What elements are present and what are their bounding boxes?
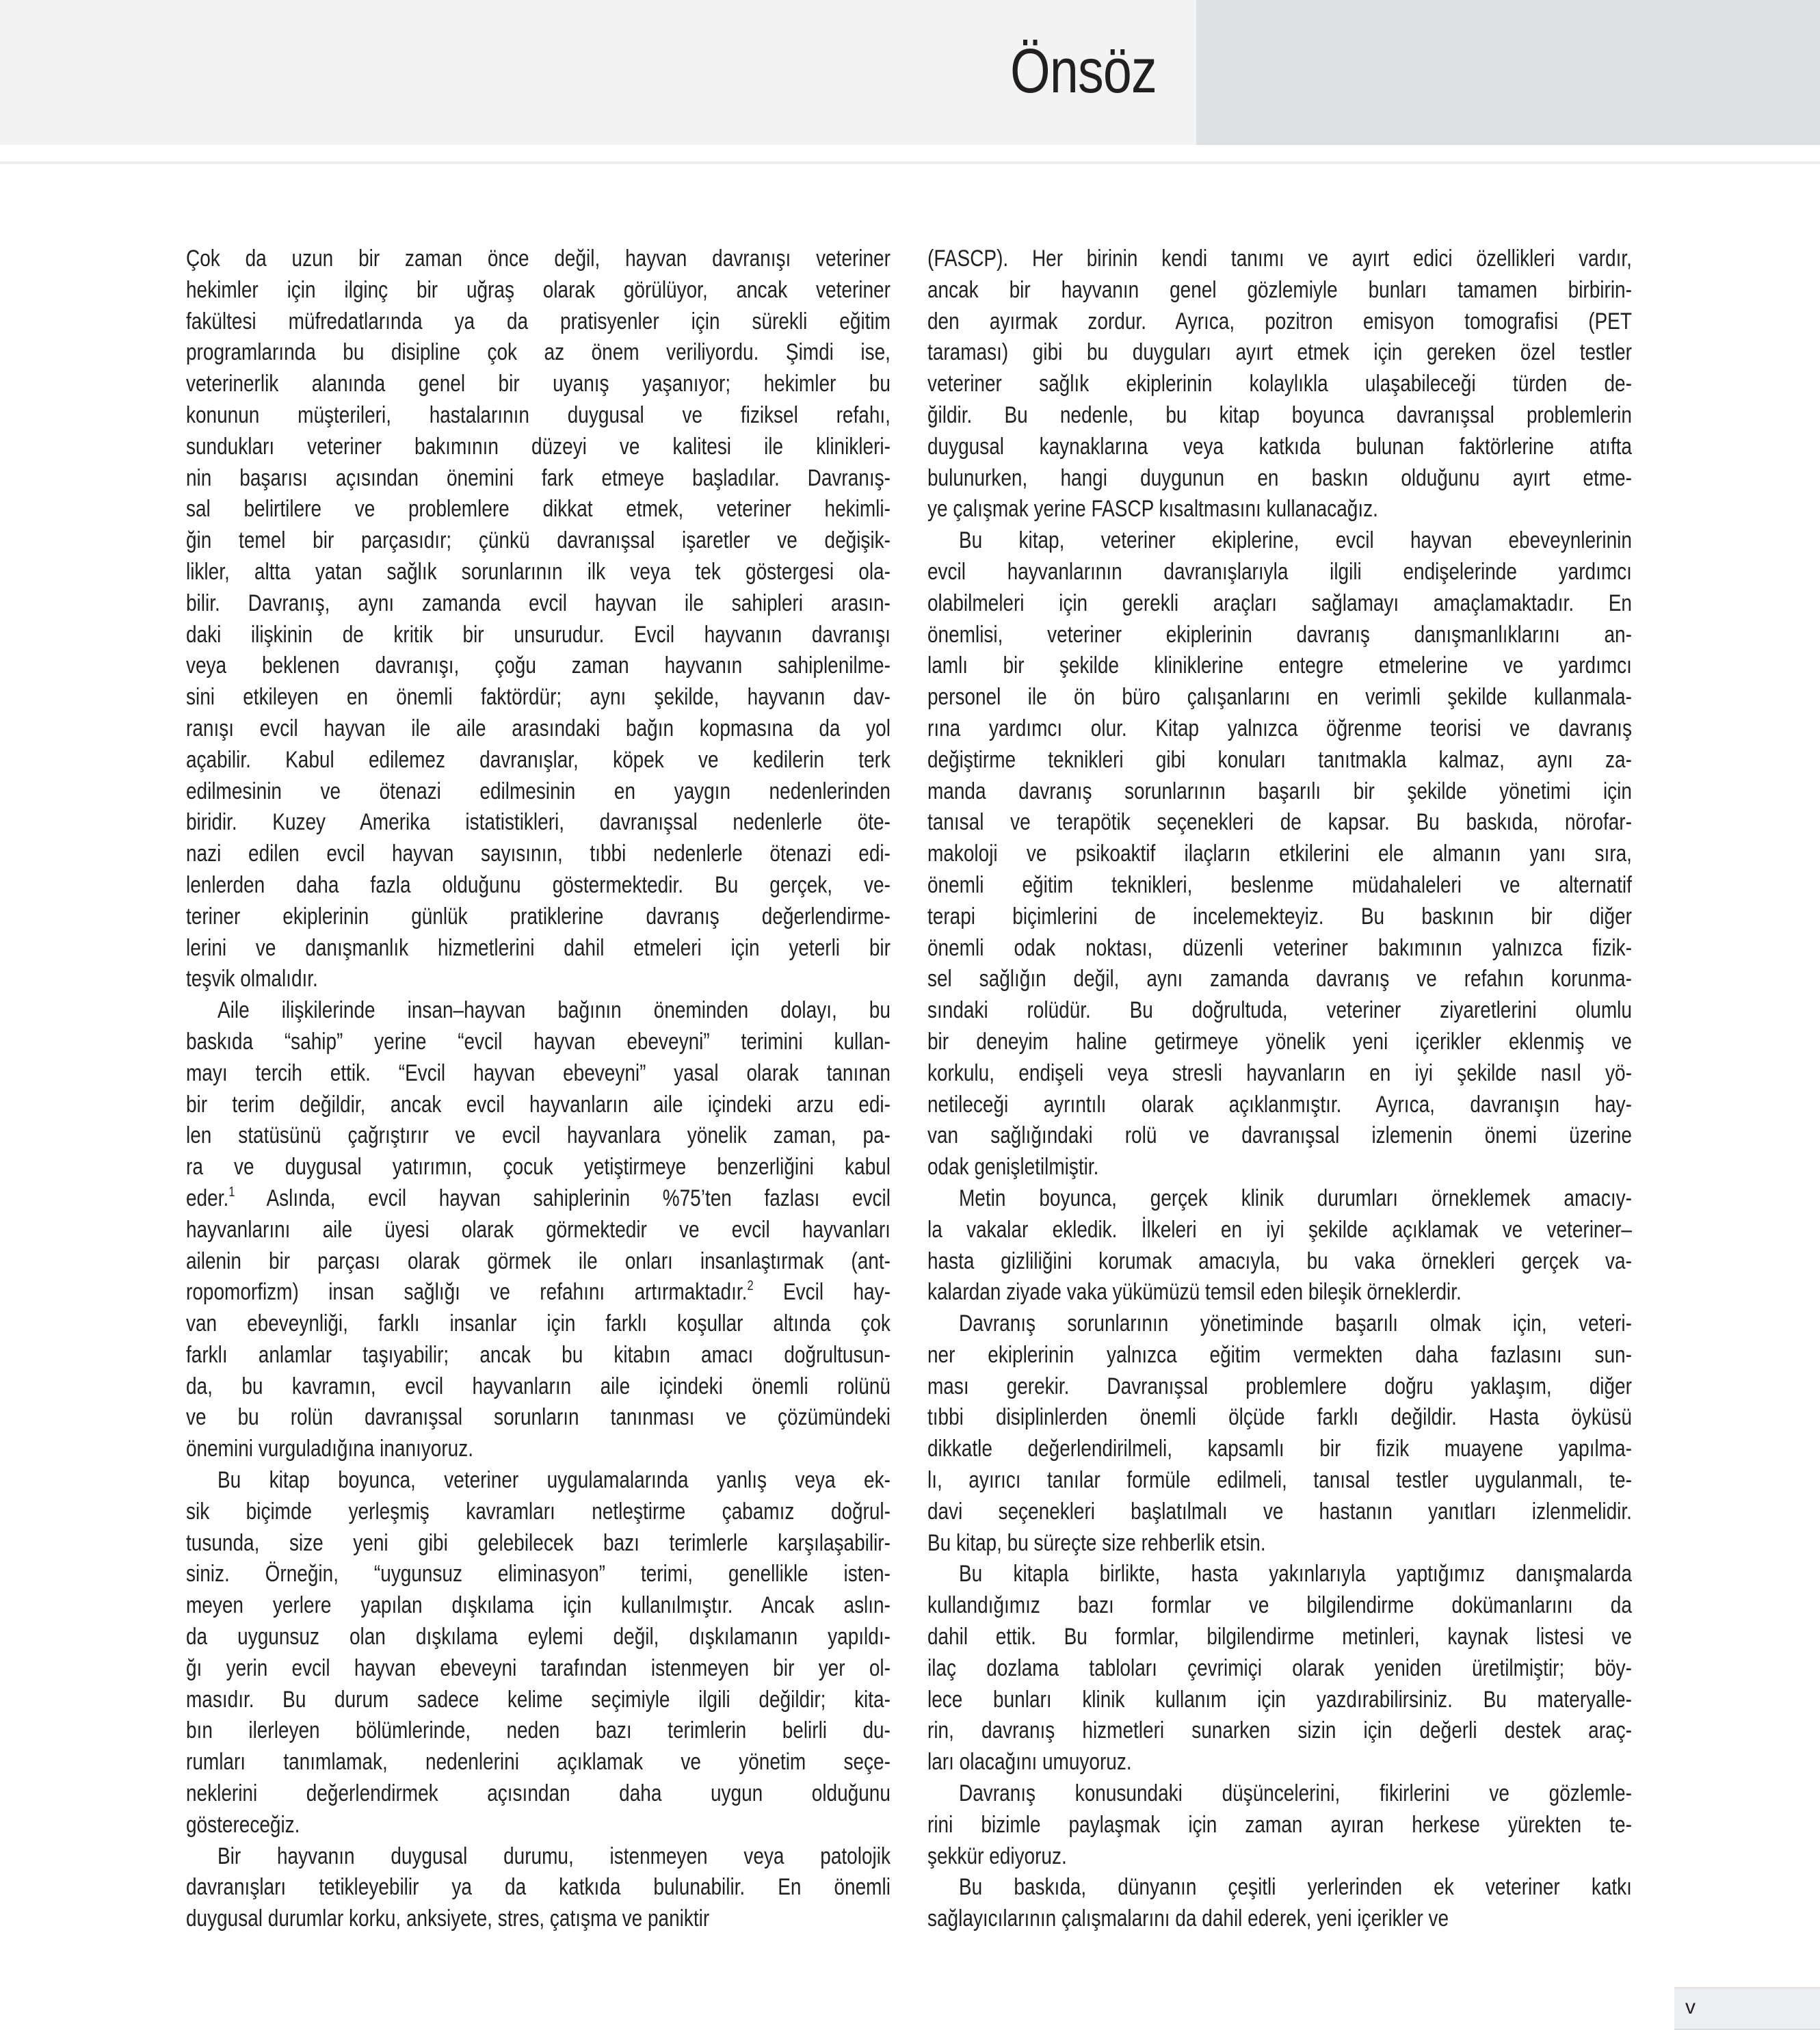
- line-text: davi seçenekleri başlatılmalı ve hastanın yanıtları izlenmelidir.: [927, 1498, 1632, 1525]
- line-text: veya beklenen davranışı, çoğu zaman hayvanın sahiplenilme-: [186, 652, 891, 679]
- text-line: [186, 1465, 891, 1497]
- line-text: ancak bir hayvanın genel gözlemiyle bunları tamamen birbirin-: [927, 276, 1632, 303]
- text-line: [927, 1872, 1632, 1903]
- text-line: [927, 1778, 1632, 1810]
- line-text: masıdır. Bu durum sadece kelime seçimiyle ilgili değildir; kita-: [186, 1686, 891, 1713]
- line-text: konunun müşterileri, hastalarının duygusal ve fiziksel refahı,: [186, 401, 891, 428]
- paragraph: [186, 1465, 891, 1841]
- line-text: bilir. Davranış, aynı zamanda evcil hayvan ile sahipleri arasın-: [186, 590, 891, 616]
- line-text: ye çalışmak yerine FASCP kısaltmasını kullanacağız.: [927, 496, 1378, 523]
- text-line: [927, 1152, 1632, 1183]
- line-text: Bu kitapla birlikte, hasta yakınlarıyla yaptığımız danışmalarda: [959, 1561, 1632, 1587]
- text-line: [186, 588, 891, 620]
- text-line: [927, 1747, 1632, 1778]
- line-text: açabilir. Kabul edilemez davranışlar, köpek ve kedilerin terk: [186, 746, 891, 773]
- text-line: [927, 964, 1632, 995]
- text-line: [186, 776, 891, 808]
- text-line: [186, 1778, 891, 1810]
- line-text: netileceği ayrıntılı olarak açıklanmıştır. Ayrıca, davranışın hay-: [927, 1091, 1632, 1118]
- line-text: edilmesinin ve ötenazi edilmesinin en yaygın nedenlerinden: [186, 778, 891, 804]
- line-text: personel ile ön büro çalışanlarını en verimli şekilde kullanmala-: [927, 684, 1632, 711]
- text-line: [186, 1528, 891, 1559]
- line-text: sağlayıcılarının çalışmalarını da dahil ederek, yeni içerikler ve: [927, 1906, 1449, 1932]
- header-rule: [0, 161, 1820, 164]
- line-text: duygusal durumlar korku, anksiyete, stres, çatışma ve paniktir: [186, 1906, 710, 1932]
- line-text: sik biçimde yerleşmiş kavramları netleştirme çabamız doğrul-: [186, 1498, 891, 1525]
- text-line: [186, 1903, 891, 1935]
- text-line: [927, 525, 1632, 557]
- right-column: [927, 243, 1632, 1935]
- left-column: [186, 243, 891, 1935]
- text-line: [927, 1685, 1632, 1716]
- text-line: [186, 1246, 891, 1278]
- text-line: [186, 1810, 891, 1841]
- text-line: [927, 1277, 1632, 1308]
- paragraph: [927, 1183, 1632, 1308]
- text-line: [186, 1685, 891, 1716]
- line-text: ailenin bir parçası olarak görmek ile onları insanlaştırmak (ant-: [186, 1248, 891, 1274]
- text-line: [927, 1120, 1632, 1152]
- paragraph: [927, 1778, 1632, 1872]
- line-text: ra ve duygusal yatırımın, çocuk yetiştirmeye benzerliğini kabul: [186, 1154, 891, 1181]
- line-text: daki ilişkinin de kritik bir unsurudur. Evcil hayvanın davranışı: [186, 621, 891, 648]
- line-text: fakültesi müfredatlarında ya da pratisyenler için sürekli eğitim: [186, 308, 891, 334]
- line-text: sındaki rolüdür. Bu doğrultuda, veteriner ziyaretlerini olumlu: [927, 997, 1632, 1024]
- line-text: hekimler için ilginç bir uğraş olarak görülüyor, ancak veteriner: [186, 276, 891, 303]
- line-text: da, bu kavramın, evcil hayvanların aile içindeki önemli rolünü: [186, 1373, 891, 1399]
- paragraph: [186, 995, 891, 1465]
- line-text: hasta gizliliğini korumak amacıyla, bu vaka örnekleri gerçek va-: [927, 1248, 1632, 1274]
- text-line: [186, 713, 891, 745]
- line-text: kalardan ziyade vaka yükümüzü temsil eden bileşik örneklerdir.: [927, 1279, 1462, 1306]
- text-line: [186, 1590, 891, 1622]
- line-text: odak genişletilmiştir.: [927, 1154, 1099, 1181]
- text-line: [927, 432, 1632, 463]
- text-line: [927, 1246, 1632, 1278]
- text-line: [927, 306, 1632, 338]
- text-line: [927, 337, 1632, 369]
- page-number-box: [1674, 1987, 1820, 2030]
- line-text: meyen yerlere yapılan dışkılama için kullanılmıştır. Ancak aslın-: [186, 1592, 891, 1619]
- line-text: tıbbi disiplinlerden önemli ölçüde farklı değildir. Hasta öyküsü: [927, 1404, 1632, 1431]
- line-text: ilaç dozlama tabloları çevrimiçi olarak yeniden üretilmiştir; böy-: [927, 1655, 1632, 1681]
- paragraph: [927, 1872, 1632, 1935]
- text-line: [927, 1183, 1632, 1215]
- text-line: [927, 1402, 1632, 1434]
- text-line: [927, 463, 1632, 495]
- text-line: [186, 839, 891, 870]
- text-line: [186, 745, 891, 776]
- text-line: [927, 557, 1632, 588]
- line-text: terapi biçimlerini de incelemekteyiz. Bu baskının bir diğer: [927, 903, 1632, 930]
- line-text: veterinerlik alanında genel bir uyanış yaşanıyor; hekimler bu: [186, 371, 891, 397]
- text-line: [927, 1215, 1632, 1246]
- line-text: rumları tanımlamak, nedenlerini açıklamak ve yönetim seçe-: [186, 1749, 891, 1776]
- line-text: Çok da uzun bir zaman önce değil, hayvan davranışı veteriner: [186, 246, 891, 272]
- text-line: [927, 870, 1632, 901]
- text-line: [186, 620, 891, 651]
- text-line: [927, 275, 1632, 306]
- text-line: [927, 1590, 1632, 1622]
- text-line: [927, 1559, 1632, 1590]
- text-line: [927, 494, 1632, 525]
- text-line: [186, 1715, 891, 1747]
- line-text: tusunda, size yeni gibi gelebilecek bazı terimlerle karşılaşabilir-: [186, 1529, 891, 1556]
- text-line: [186, 275, 891, 306]
- text-line: [186, 1402, 891, 1434]
- line-text: lamlı bir şekilde kliniklerine entegre etmelerine ve yardımcı: [927, 652, 1632, 679]
- line-text: Bu baskıda, dünyanın çeşitli yerlerinden ek veteriner katkı: [959, 1874, 1632, 1901]
- text-line: [927, 1340, 1632, 1371]
- text-line: [186, 1559, 891, 1590]
- text-line: [186, 1747, 891, 1778]
- text-line: [927, 682, 1632, 713]
- line-text: lerini ve danışmanlık hizmetlerini dahil etmeleri için yeterli bir: [186, 934, 891, 961]
- text-line: [186, 1027, 891, 1058]
- paragraph: [927, 1308, 1632, 1559]
- line-text: farklı anlamlar taşıyabilir; ancak bu kitabın amacı doğrultusun-: [186, 1341, 891, 1368]
- text-line: [186, 1277, 891, 1308]
- line-text: ner ekiplerinin yalnızca eğitim vermekten daha fazlasını sun-: [927, 1341, 1632, 1368]
- text-line: [186, 1622, 891, 1653]
- line-text: Davranış konusundaki düşüncelerini, fikirlerini ve gözlemle-: [959, 1780, 1632, 1807]
- line-text: van sağlığındaki rolü ve davranışsal izlemenin önemi üzerine: [927, 1122, 1632, 1149]
- line-text: ğin temel bir parçasıdır; çünkü davranışsal işaretler ve değişik-: [186, 527, 891, 554]
- line-text: bulunurken, hangi duygunun en baskın olduğunu ayırt etme-: [927, 464, 1632, 491]
- text-line: [927, 1810, 1632, 1841]
- text-line: [927, 1528, 1632, 1559]
- line-text: değiştirme teknikleri gibi konuları tanıtmakla kalmaz, aynı za-: [927, 746, 1632, 773]
- line-text: dikkatle değerlendirilmeli, kapsamlı bir fizik muayene yapılma-: [927, 1436, 1632, 1462]
- text-line: [927, 1308, 1632, 1340]
- text-line: [927, 243, 1632, 275]
- text-line: [186, 1340, 891, 1371]
- line-text: önemini vurguladığına inanıyoruz.: [186, 1436, 474, 1462]
- line-text: sel sağlığın değil, aynı zamanda davranış ve refahın korunma-: [927, 966, 1632, 992]
- footnote-marker: 2: [747, 1278, 754, 1294]
- line-text: sundukları veteriner bakımının düzeyi ve kalitesi ile klinikleri-: [186, 433, 891, 460]
- line-text: Aile ilişkilerinde insan–hayvan bağının öneminden dolayı, bu: [217, 997, 891, 1024]
- paragraph: [927, 1559, 1632, 1778]
- line-text: Bu kitap, bu süreçte size rehberlik etsin.: [927, 1529, 1266, 1556]
- text-line: [186, 337, 891, 369]
- line-text: sini etkileyen en önemli faktördür; aynı şekilde, hayvanın dav-: [186, 684, 891, 711]
- line-text: lece bunları klinik kullanım için yazdırabilirsiniz. Bu materyalle-: [927, 1686, 1632, 1713]
- line-text: rini bizimle paylaşmak için zaman ayıran herkese yürekten te-: [927, 1811, 1632, 1838]
- line-text: önemli eğitim teknikleri, beslenme müdahaleleri ve alternatif: [927, 871, 1632, 898]
- text-line: [927, 807, 1632, 839]
- text-line: [186, 1152, 891, 1183]
- line-text: mayı tercih ettik. “Evcil hayvan ebeveyni” yasal olarak tanınan: [186, 1059, 891, 1086]
- text-line: [186, 463, 891, 495]
- text-line: [186, 400, 891, 432]
- text-line: [927, 1371, 1632, 1403]
- line-text: önemli odak noktası, düzenli veteriner bakımının yalnızca fizik-: [927, 934, 1632, 961]
- line-text: rına yardımcı olur. Kitap yalnızca öğrenme teorisi ve davranış: [927, 715, 1632, 741]
- text-line: [186, 901, 891, 933]
- paragraph: [927, 525, 1632, 1183]
- page-number: v: [1685, 1996, 1696, 2018]
- text-line: [927, 1434, 1632, 1465]
- line-text: duygusal kaynaklarına veya katkıda bulunan faktörlerine atıfta: [927, 433, 1632, 460]
- text-line: [186, 1371, 891, 1403]
- text-line: [186, 1215, 891, 1246]
- line-text: siniz. Örneğin, “uygunsuz eliminasyon” terimi, genellikle isten-: [186, 1561, 891, 1587]
- line-text: neklerini değerlendirmek açısından daha uygun olduğunu: [186, 1780, 891, 1807]
- line-text: Bu kitap, veteriner ekiplerine, evcil hayvan ebeveynlerinin: [959, 527, 1632, 554]
- line-text: önemlisi, veteriner ekiplerinin davranış danışmanlıklarını an-: [927, 621, 1632, 648]
- text-line: [186, 525, 891, 557]
- line-text: sal belirtilere ve problemlere dikkat etmek, veteriner hekimli-: [186, 496, 891, 523]
- line-text: bir terim değildir, ancak evcil hayvanların aile içindeki arzu edi-: [186, 1091, 891, 1118]
- text-line: [927, 745, 1632, 776]
- line-text: ları olacağını umuyoruz.: [927, 1749, 1132, 1776]
- text-line: [186, 1120, 891, 1152]
- line-text: korkulu, endişeli veya stresli hayvanların en iyi şekilde nasıl yö-: [927, 1059, 1632, 1086]
- paragraph: [186, 243, 891, 995]
- text-line: [927, 400, 1632, 432]
- text-line: [927, 1497, 1632, 1528]
- line-text: biridir. Kuzey Amerika istatistikleri, davranışsal nedenlerle öte-: [186, 809, 891, 836]
- line-text: bın ilerleyen bölümlerinde, neden bazı terimlerin belirli du-: [186, 1717, 891, 1744]
- text-line: [186, 1841, 891, 1873]
- line-text: evcil hayvanlarının davranışlarıyla ilgili endişelerinde yardımcı: [927, 558, 1632, 585]
- text-line: [927, 1841, 1632, 1873]
- line-text: şekkür ediyoruz.: [927, 1843, 1067, 1869]
- text-line: [186, 682, 891, 713]
- line-text: göstereceğiz.: [186, 1811, 300, 1838]
- text-line: [186, 1058, 891, 1090]
- text-line: [186, 1434, 891, 1465]
- line-text: Davranış sorunlarının yönetiminde başarılı olmak için, veteri-: [959, 1310, 1632, 1337]
- line-text: kullandığımız bazı formlar ve bilgilendirme dokümanlarını da: [927, 1592, 1632, 1619]
- text-line: [927, 588, 1632, 620]
- text-line: [186, 557, 891, 588]
- text-line: [927, 650, 1632, 682]
- text-line: [927, 776, 1632, 808]
- line-text: lı, ayırıcı tanılar formüle edilmeli, tanısal testler uygulanmalı, te-: [927, 1467, 1632, 1494]
- line-text: manda davranış sorunlarının başarılı bir şekilde yönetimi için: [927, 778, 1632, 804]
- line-text: ğildir. Bu nedenle, bu kitap boyunca davranışsal problemlerin: [927, 401, 1632, 428]
- line-text: tanısal ve terapötik seçenekleri de kapsar. Bu baskıda, nörofar-: [927, 809, 1632, 836]
- line-text: davranışları tetikleyebilir ya da katkıda bulunabilir. En önemli: [186, 1874, 891, 1901]
- text-line: [927, 1090, 1632, 1121]
- line-text: hayvanlarını aile üyesi olarak görmektedir ve evcil hayvanları: [186, 1216, 891, 1243]
- line-text: da uygunsuz olan dışkılama eylemi değil, dışkılamanın yapıldı-: [186, 1624, 891, 1650]
- line-text: rin, davranış hizmetleri sunarken sizin için değerli destek araç-: [927, 1717, 1632, 1744]
- text-line: [186, 995, 891, 1027]
- line-text: ve bu rolün davranışsal sorunların tanınması ve çözümündeki: [186, 1404, 891, 1431]
- line-text: den ayırmak zordur. Ayrıca, pozitron emisyon tomografisi (PET: [927, 308, 1632, 334]
- text-line: [186, 650, 891, 682]
- text-line: [186, 1090, 891, 1121]
- line-text: bir deneyim haline getirmeye yönelik yeni içerikler eklenmiş ve: [927, 1028, 1632, 1055]
- line-text: Metin boyunca, gerçek klinik durumları örneklemek amacıy-: [959, 1185, 1632, 1211]
- text-line: [927, 933, 1632, 964]
- text-line: [186, 1183, 891, 1215]
- text-line: [186, 243, 891, 275]
- paragraph: [927, 243, 1632, 525]
- line-text: Bu kitap boyunca, veteriner uygulamalarında yanlış veya ek-: [217, 1467, 891, 1494]
- text-line: [186, 369, 891, 400]
- text-line: [927, 1027, 1632, 1058]
- line-text: veteriner sağlık ekiplerinin kolaylıkla ulaşabileceği türden de-: [927, 371, 1632, 397]
- line-text: ranışı evcil hayvan ile aile arasındaki bağın kopmasına da yol: [186, 715, 891, 741]
- text-line: [186, 494, 891, 525]
- text-line: [186, 1497, 891, 1528]
- line-text: baskıda “sahip” yerine “evcil hayvan ebeveyni” terimini kullan-: [186, 1028, 891, 1055]
- line-text: van ebeveynliği, farklı insanlar için farklı koşullar altında çok: [186, 1310, 891, 1337]
- line-text: lenlerden daha fazla olduğunu göstermektedir. Bu gerçek, ve-: [186, 871, 891, 898]
- text-line: [186, 432, 891, 463]
- line-text: dahil ettik. Bu formlar, bilgilendirme metinleri, kaynak listesi ve: [927, 1624, 1632, 1650]
- line-text: len statüsünü çağrıştırır ve evcil hayvanlara yönelik zaman, pa-: [186, 1122, 891, 1149]
- text-line: [927, 620, 1632, 651]
- line-text: ğı yerin evcil hayvan ebeveyni tarafından istenmeyen bir yer ol-: [186, 1655, 891, 1681]
- text-line: [927, 1715, 1632, 1747]
- text-line: [927, 369, 1632, 400]
- line-text: Bir hayvanın duygusal durumu, istenmeyen veya patolojik: [217, 1843, 891, 1869]
- text-line: [186, 964, 891, 995]
- text-line: [927, 901, 1632, 933]
- text-line: [186, 1872, 891, 1903]
- text-line: [927, 1653, 1632, 1685]
- text-line: [927, 1465, 1632, 1497]
- line-text: ması gerekir. Davranışsal problemlere doğru yaklaşım, diğer: [927, 1373, 1632, 1399]
- footnote-marker: 1: [228, 1184, 235, 1200]
- text-line: [927, 713, 1632, 745]
- line-text: taraması) gibi bu duyguları ayırt etmek için gereken özel testler: [927, 339, 1632, 366]
- text-line: [927, 1058, 1632, 1090]
- text-line: [186, 933, 891, 964]
- line-text: teşvik olmalıdır.: [186, 966, 318, 992]
- text-line: [186, 1653, 891, 1685]
- text-line: [186, 807, 891, 839]
- paragraph: [186, 1841, 891, 1935]
- text-line: [927, 839, 1632, 870]
- text-line: [186, 306, 891, 338]
- text-line: [186, 1308, 891, 1340]
- header-accent-block: [1196, 0, 1820, 145]
- line-text: (FASCP). Her birinin kendi tanımı ve ayırt edici özellikleri vardır,: [927, 246, 1632, 272]
- line-text: ropomorfizm) insan sağlığı ve refahını artırmaktadır.$^2$ Evcil hay-: [186, 1278, 891, 1306]
- line-text: la vakalar ekledik. İlkeleri en iyi şekilde açıklamak ve veteriner–: [927, 1216, 1632, 1243]
- page-title: Önsöz: [1010, 36, 1157, 106]
- line-text: programlarında bu disipline çok az önem veriliyordu. Şimdi ise,: [186, 339, 891, 366]
- line-text: teriner ekiplerinin günlük pratiklerine davranış değerlendirme-: [186, 903, 891, 930]
- line-text: makoloji ve psikoaktif ilaçların etkilerini ele almanın yanı sıra,: [927, 841, 1632, 867]
- text-line: [927, 1622, 1632, 1653]
- text-line: [927, 995, 1632, 1027]
- text-line: [186, 870, 891, 901]
- line-text: eder.$^1$ Aslında, evcil hayvan sahiplerinin %75’ten fazlası evcil: [186, 1184, 891, 1211]
- line-text: nazi edilen evcil hayvan sayısının, tıbbi nedenlerle ötenazi edi-: [186, 841, 891, 867]
- text-line: [927, 1903, 1632, 1935]
- line-text: nin başarısı açısından önemini fark etmeye başladılar. Davranış-: [186, 464, 891, 491]
- line-text: olabilmeleri için gerekli araçları sağlamayı amaçlamaktadır. En: [927, 590, 1632, 616]
- line-text: likler, altta yatan sağlık sorunlarının ilk veya tek göstergesi ola-: [186, 558, 891, 585]
